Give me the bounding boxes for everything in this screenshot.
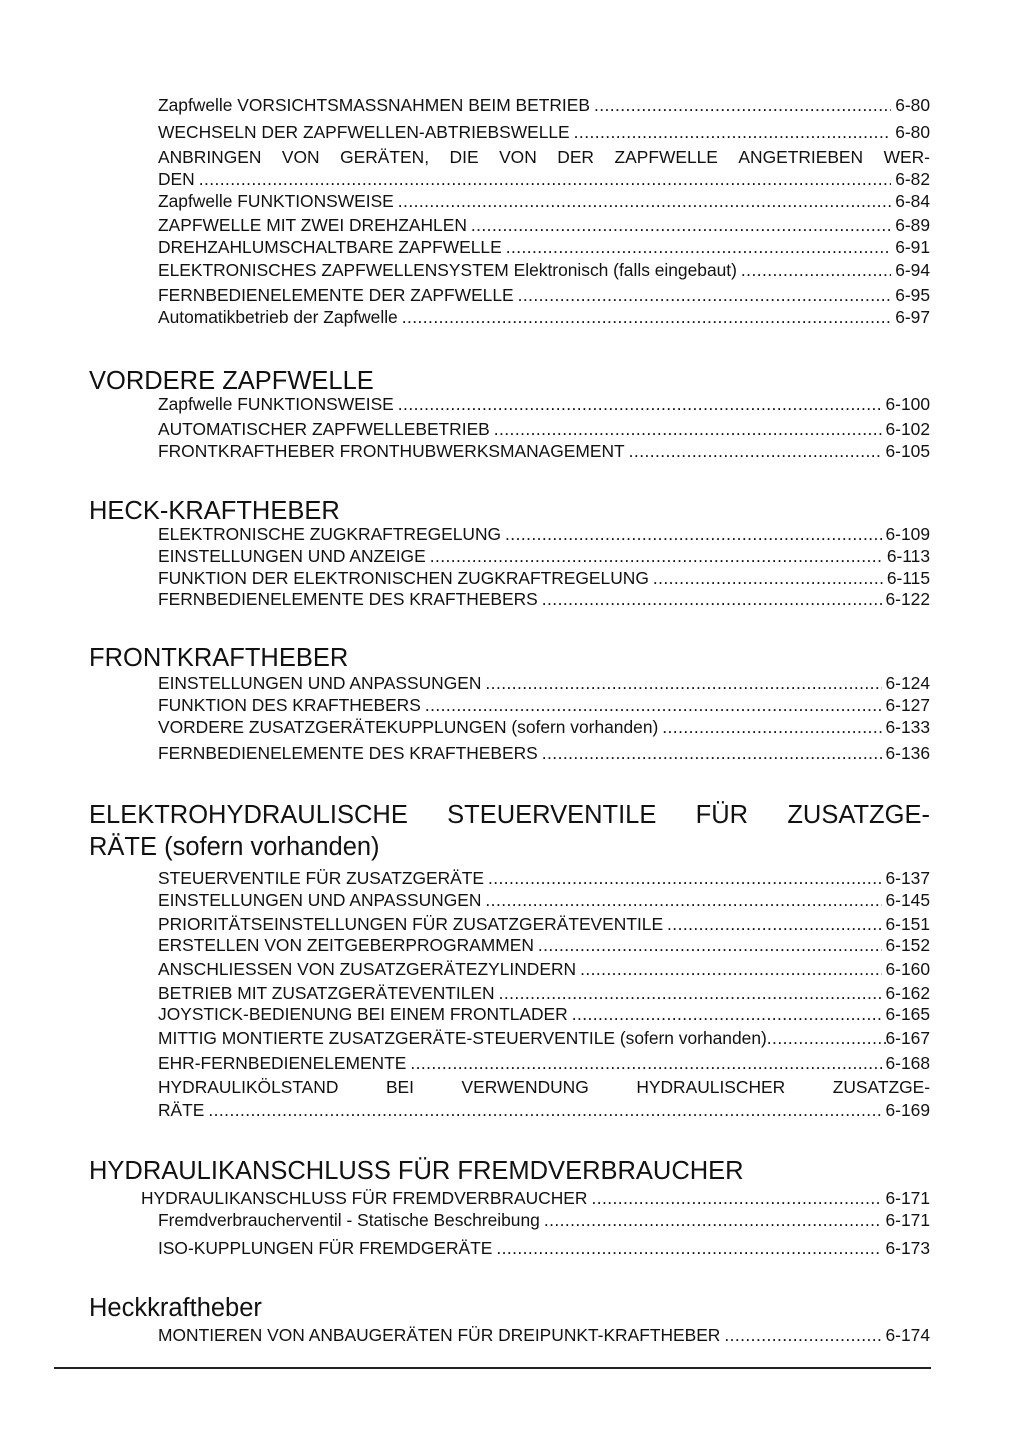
toc-entry-title: STEUERVENTILE FÜR ZUSATZGERÄTE: [158, 868, 484, 888]
toc-page-number: 6-122: [885, 589, 930, 609]
word: ELEKTROHYDRAULISCHE: [89, 801, 408, 829]
leader-dots: [572, 1003, 882, 1025]
word: ANGETRIEBEN: [738, 147, 864, 167]
toc-entry[interactable]: [158, 742, 930, 764]
toc-page-number: 6-167: [885, 1028, 930, 1048]
leader-dots: [398, 393, 882, 415]
word: WER-: [883, 147, 930, 167]
word: BEI: [385, 1077, 414, 1097]
toc-entry-title: WECHSELN DER ZAPFWELLEN-ABTRIEBSWELLE: [158, 122, 570, 142]
leader-dots: [430, 545, 883, 567]
toc-entry[interactable]: [158, 867, 930, 889]
toc-entry[interactable]: [158, 440, 930, 462]
bottom-rule: [54, 1367, 931, 1369]
toc-page-number: 6-80: [895, 95, 930, 115]
leader-dots: [398, 190, 891, 212]
leader-dots: [518, 284, 892, 306]
leader-dots: [499, 982, 882, 1004]
toc-entry-title: HYDRAULIKANSCHLUSS FÜR FREMDVERBRAUCHER: [141, 1188, 588, 1208]
toc-entry[interactable]: [158, 545, 930, 567]
toc-page-number: 6-89: [895, 215, 930, 235]
leader-dots: [485, 672, 881, 694]
word: DIE: [449, 147, 479, 167]
leader-dots: [724, 1324, 881, 1346]
toc-entry-title: FERNBEDIENELEMENTE DER ZAPFWELLE: [158, 285, 514, 305]
toc-entry-title: Zapfwelle VORSICHTSMASSNAHMEN BEIM BETRIEB: [158, 95, 590, 115]
toc-entry-title: ANSCHLIESSEN VON ZUSATZGERÄTEZYLINDERN: [158, 959, 577, 979]
toc-entry-title: MITTIG MONTIERTE ZUSATZGERÄTE-STEUERVENTILE (sofern vorhanden): [158, 1028, 767, 1048]
toc-page-number: 6-152: [885, 935, 930, 955]
section-heading: VORDERE ZAPFWELLE: [89, 367, 374, 395]
toc-page-number: 6-173: [885, 1238, 930, 1258]
toc-page-number: 6-84: [895, 191, 930, 211]
leader-dots: [410, 1052, 881, 1074]
toc-entry-line1[interactable]: [158, 1076, 930, 1098]
toc-page-number: 6-94: [895, 260, 930, 280]
toc-entry[interactable]: [158, 716, 930, 738]
toc-entry[interactable]: [158, 1209, 930, 1231]
toc-page-number: 6-102: [885, 419, 930, 439]
toc-page-number: 6-124: [885, 673, 930, 693]
toc-entry-title: DREHZAHLUMSCHALTBARE ZAPFWELLE: [158, 237, 502, 257]
leader-dots: [471, 214, 891, 236]
toc-entry-title: Fremdverbraucherventil - Statische Beschreibung: [158, 1210, 540, 1230]
section-heading: Heckkraftheber: [89, 1294, 262, 1322]
toc-entry-title: FRONTKRAFTHEBER FRONTHUBWERKSMANAGEMENT: [158, 441, 625, 461]
toc-page-number: 6-169: [885, 1100, 930, 1120]
toc-entry-title: ELEKTRONISCHES ZAPFWELLENSYSTEM Elektronisch (falls eingebaut): [158, 260, 737, 280]
toc-entry-title: FERNBEDIENELEMENTE DES KRAFTHEBERS: [158, 589, 538, 609]
toc-entry-title: ELEKTRONISCHE ZUGKRAFTREGELUNG: [158, 524, 502, 544]
toc-entry[interactable]: [158, 259, 930, 281]
toc-entry-title: ZAPFWELLE MIT ZWEI DREHZAHLEN: [158, 215, 467, 235]
toc-page-number: 6-168: [885, 1053, 930, 1073]
toc-page-number: 6-113: [886, 546, 930, 566]
toc-entry-title: RÄTE: [158, 1100, 205, 1120]
toc-entry[interactable]: [158, 168, 930, 190]
toc-entry[interactable]: [158, 236, 930, 258]
leader-dots: [505, 523, 881, 545]
toc-entry-title: BETRIEB MIT ZUSATZGERÄTEVENTILEN: [158, 983, 495, 1003]
toc-entry[interactable]: [158, 934, 930, 956]
toc-page-number: 6-174: [885, 1325, 930, 1345]
leader-dots: [629, 440, 882, 462]
toc-entry-title: PRIORITÄTSEINSTELLUNGEN FÜR ZUSATZGERÄTEVENTILE: [158, 914, 664, 934]
leader-dots: [542, 742, 882, 764]
toc-entry-title: DEN: [158, 169, 195, 189]
leader-dots: [574, 121, 892, 143]
leader-dots: [208, 1099, 881, 1121]
toc-page-number: 6-80: [895, 122, 930, 142]
toc-entry-title: ERSTELLEN VON ZEITGEBERPROGRAMMEN: [158, 935, 534, 955]
leader-dots: [662, 716, 881, 738]
toc-entry[interactable]: [158, 672, 930, 694]
section-heading: HYDRAULIKANSCHLUSS FÜR FREMDVERBRAUCHER: [89, 1157, 744, 1185]
toc-entry-title: VORDERE ZUSATZGERÄTEKUPPLUNGEN (sofern vorhanden): [158, 717, 659, 737]
section-heading-line2: RÄTE (sofern vorhanden): [89, 833, 380, 861]
leader-dots: [594, 94, 891, 116]
leader-dots: [538, 934, 882, 956]
toc-entry-title: EHR-FERNBEDIENELEMENTE: [158, 1053, 407, 1073]
leader-dots: [667, 913, 881, 935]
toc-entry-title: EINSTELLUNGEN UND ANPASSUNGEN: [158, 890, 482, 910]
toc-entry[interactable]: [158, 913, 930, 935]
word: STEUERVENTILE: [447, 801, 657, 829]
toc-page-number: 6-109: [885, 524, 930, 544]
leader-dots: [494, 418, 882, 440]
toc-page-number: 6-165: [885, 1004, 930, 1024]
toc-page-number: 6-133: [885, 717, 930, 737]
toc-page-number: 6-91: [895, 237, 930, 257]
toc-page-number: 6-82: [895, 169, 930, 189]
toc-page-number: 6-137: [885, 868, 930, 888]
toc-entry-title: ISO-KUPPLUNGEN FÜR FREMDGERÄTE: [158, 1238, 493, 1258]
leader-dots: [542, 588, 882, 610]
leader-dots: [544, 1209, 882, 1231]
toc-page-number: 6-95: [895, 285, 930, 305]
toc-entry[interactable]: [158, 1052, 930, 1074]
leader-dots: [485, 889, 881, 911]
toc-page-number: 6-136: [885, 743, 930, 763]
toc-entry[interactable]: [158, 694, 930, 716]
toc-entry-title: FUNKTION DER ELEKTRONISCHEN ZUGKRAFTREGELUNG: [158, 568, 649, 588]
leader-dots: [767, 1027, 886, 1049]
word: VON: [281, 147, 320, 167]
word: HYDRAULISCHER: [636, 1077, 786, 1097]
toc-page-number: 6-105: [885, 441, 930, 461]
toc-entry[interactable]: [158, 1099, 930, 1121]
leader-dots: [741, 259, 891, 281]
toc-entry[interactable]: [158, 1027, 930, 1049]
toc-entry[interactable]: [158, 958, 930, 980]
word: ZUSATZGE-: [832, 1077, 930, 1097]
toc-entry-title: FUNKTION DES KRAFTHEBERS: [158, 695, 421, 715]
word: ZAPFWELLE: [614, 147, 718, 167]
toc-entry[interactable]: [158, 94, 930, 116]
toc-entry[interactable]: [158, 567, 930, 589]
leader-dots: [580, 958, 881, 980]
word: GERÄTEN,: [340, 147, 430, 167]
word: HYDRAULIKÖLSTAND: [158, 1077, 339, 1097]
section-heading: FRONTKRAFTHEBER: [89, 644, 349, 672]
toc-entry[interactable]: [158, 1324, 930, 1346]
toc-entry[interactable]: [158, 889, 930, 911]
toc-page-number: 6-100: [885, 394, 930, 414]
leader-dots: [199, 168, 891, 190]
toc-entry-title: Zapfwelle FUNKTIONSWEISE: [158, 191, 394, 211]
toc-page-number: 6-145: [885, 890, 930, 910]
toc-entry[interactable]: [158, 121, 930, 143]
toc-entry-title: EINSTELLUNGEN UND ANZEIGE: [158, 546, 426, 566]
leader-dots: [402, 306, 891, 328]
toc-page-number: 6-162: [885, 983, 930, 1003]
leader-dots: [653, 567, 883, 589]
toc-entry[interactable]: [158, 1003, 930, 1025]
toc-entry-title: AUTOMATISCHER ZAPFWELLEBETRIEB: [158, 419, 490, 439]
toc-entry[interactable]: [141, 1187, 930, 1209]
word: VERWENDUNG: [461, 1077, 589, 1097]
toc-entry[interactable]: [158, 982, 930, 1004]
leader-dots: [496, 1237, 881, 1259]
section-heading-line1: [89, 800, 930, 830]
section-heading: HECK-KRAFTHEBER: [89, 497, 340, 525]
toc-entry[interactable]: [158, 1237, 930, 1259]
toc-entry[interactable]: [158, 284, 930, 306]
word: ANBRINGEN: [158, 147, 262, 167]
toc-entry[interactable]: [158, 418, 930, 440]
toc-entry[interactable]: [158, 523, 930, 545]
toc-entry[interactable]: [158, 190, 930, 212]
toc-entry[interactable]: [158, 393, 930, 415]
toc-page-number: 6-171: [885, 1210, 930, 1230]
toc-entry-line1[interactable]: [158, 146, 930, 168]
word: DER: [557, 147, 594, 167]
toc-page-number: 6-127: [885, 695, 930, 715]
toc-entry-title: Zapfwelle FUNKTIONSWEISE: [158, 394, 394, 414]
toc-entry-title: MONTIEREN VON ANBAUGERÄTEN FÜR DREIPUNKT-KRAFTHEBER: [158, 1325, 721, 1345]
toc-entry[interactable]: [158, 588, 930, 610]
toc-entry-title: Automatikbetrieb der Zapfwelle: [158, 307, 398, 327]
toc-page-number: 6-97: [895, 307, 930, 327]
toc-page-number: 6-171: [885, 1188, 930, 1208]
toc-page-number: 6-151: [885, 914, 930, 934]
leader-dots: [506, 236, 892, 258]
word: ZUSATZGE-: [787, 801, 930, 829]
word: VON: [499, 147, 537, 167]
toc-entry-title: EINSTELLUNGEN UND ANPASSUNGEN: [158, 673, 482, 693]
toc-page-number: 6-160: [885, 959, 930, 979]
leader-dots: [488, 867, 882, 889]
toc-entry-title: JOYSTICK-BEDIENUNG BEI EINEM FRONTLADER: [158, 1004, 568, 1024]
toc-entry[interactable]: [158, 214, 930, 236]
toc-page-number: 6-115: [886, 568, 930, 588]
leader-dots: [591, 1187, 881, 1209]
toc-entry[interactable]: [158, 306, 930, 328]
word: FÜR: [695, 801, 749, 829]
leader-dots: [425, 694, 882, 716]
toc-entry-title: FERNBEDIENELEMENTE DES KRAFTHEBERS: [158, 743, 538, 763]
